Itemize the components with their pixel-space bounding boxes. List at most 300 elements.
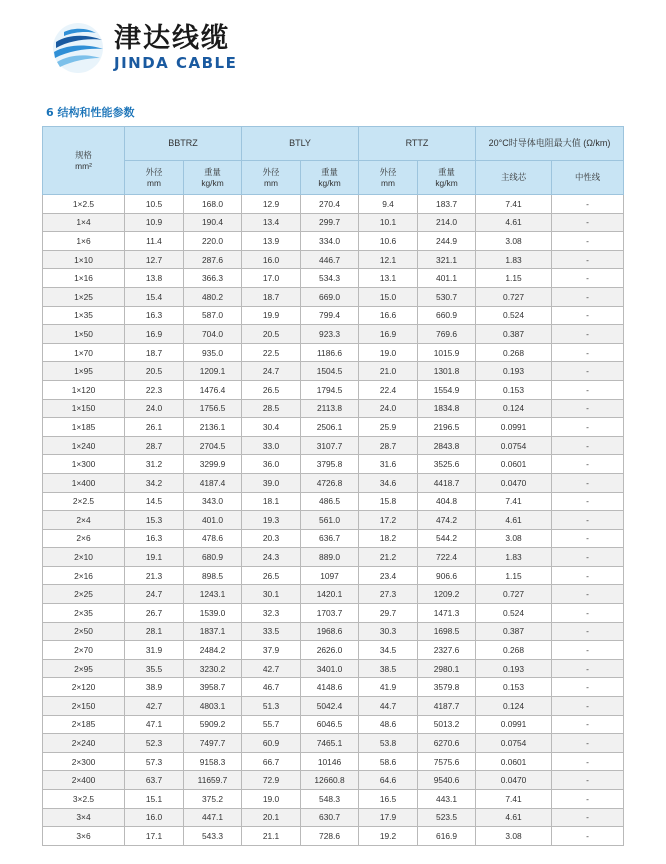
cell-rttz-weight: 530.7: [418, 287, 476, 306]
spec-header: [43, 127, 125, 195]
table-row: [43, 343, 624, 362]
cell-btly-weight: 1504.5: [301, 362, 359, 381]
cell-rttz-weight: 1554.9: [418, 380, 476, 399]
cell-rttz-diameter: 28.7: [359, 436, 418, 455]
cell-rttz-weight: 244.9: [418, 232, 476, 251]
cell-main-core-resistance: 0.0470: [476, 771, 552, 790]
subheader-diameter: [359, 161, 418, 195]
table-row: [43, 418, 624, 437]
cell-main-core-resistance: 3.08: [476, 827, 552, 846]
cell-btly-weight: 1703.7: [301, 604, 359, 623]
cell-bbtrz-diameter: 35.5: [125, 659, 184, 678]
cell-neutral-resistance: -: [552, 790, 624, 809]
cell-btly-diameter: 18.7: [242, 287, 301, 306]
cell-btly-diameter: 33.0: [242, 436, 301, 455]
cell-rttz-diameter: 19.0: [359, 343, 418, 362]
cell-btly-weight: 669.0: [301, 287, 359, 306]
cell-bbtrz-weight: 935.0: [184, 343, 242, 362]
subheader-weight: [418, 161, 476, 195]
cell-rttz-weight: 906.6: [418, 566, 476, 585]
cell-rttz-weight: 616.9: [418, 827, 476, 846]
cell-main-core-resistance: 3.08: [476, 232, 552, 251]
cell-neutral-resistance: -: [552, 380, 624, 399]
cell-btly-weight: 299.7: [301, 213, 359, 232]
cell-rttz-diameter: 17.9: [359, 808, 418, 827]
cell-bbtrz-diameter: 13.8: [125, 269, 184, 288]
cell-main-core-resistance: 7.41: [476, 195, 552, 214]
cell-neutral-resistance: -: [552, 287, 624, 306]
cell-btly-weight: 1968.6: [301, 622, 359, 641]
cell-btly-diameter: 37.9: [242, 641, 301, 660]
cell-neutral-resistance: -: [552, 715, 624, 734]
cell-bbtrz-diameter: 63.7: [125, 771, 184, 790]
cell-btly-diameter: 66.7: [242, 752, 301, 771]
cell-neutral-resistance: -: [552, 213, 624, 232]
cell-rttz-diameter: 41.9: [359, 678, 418, 697]
cell-bbtrz-weight: 3958.7: [184, 678, 242, 697]
table-row: [43, 455, 624, 474]
cell-bbtrz-diameter: 34.2: [125, 473, 184, 492]
cell-spec: 2×16: [43, 566, 125, 585]
cell-neutral-resistance: -: [552, 492, 624, 511]
cell-main-core-resistance: 0.0991: [476, 715, 552, 734]
cell-rttz-weight: 2980.1: [418, 659, 476, 678]
spec-table-wrapper: [42, 126, 622, 846]
cell-bbtrz-diameter: 24.7: [125, 585, 184, 604]
cell-rttz-weight: 3525.6: [418, 455, 476, 474]
cell-spec: 2×4: [43, 511, 125, 530]
cell-rttz-weight: 474.2: [418, 511, 476, 530]
cell-spec: 2×240: [43, 734, 125, 753]
cell-rttz-weight: 9540.6: [418, 771, 476, 790]
cell-btly-weight: 1186.6: [301, 343, 359, 362]
cell-rttz-weight: 4418.7: [418, 473, 476, 492]
cell-bbtrz-weight: 9158.3: [184, 752, 242, 771]
cell-btly-diameter: 16.0: [242, 250, 301, 269]
table-row: [43, 362, 624, 381]
table-row: [43, 492, 624, 511]
cell-main-core-resistance: 0.387: [476, 325, 552, 344]
spec-table-body: [43, 195, 624, 846]
subheader-diameter: [125, 161, 184, 195]
table-row: [43, 380, 624, 399]
cell-bbtrz-diameter: 20.5: [125, 362, 184, 381]
cell-neutral-resistance: -: [552, 697, 624, 716]
subheader-weight-label: 重量: [204, 166, 221, 177]
cell-bbtrz-diameter: 52.3: [125, 734, 184, 753]
cell-btly-weight: 561.0: [301, 511, 359, 530]
table-row: [43, 213, 624, 232]
table-row: [43, 399, 624, 418]
cell-rttz-weight: 4187.7: [418, 697, 476, 716]
cell-btly-diameter: 12.9: [242, 195, 301, 214]
cell-bbtrz-weight: 401.0: [184, 511, 242, 530]
cell-neutral-resistance: -: [552, 771, 624, 790]
table-row: [43, 511, 624, 530]
cell-bbtrz-diameter: 10.9: [125, 213, 184, 232]
cell-btly-weight: 4148.6: [301, 678, 359, 697]
subheader-diameter-label: 外径: [262, 166, 280, 177]
cell-main-core-resistance: 0.268: [476, 641, 552, 660]
cell-spec: 1×2.5: [43, 195, 125, 214]
group-header-rttz: RTTZ: [359, 127, 476, 161]
cell-bbtrz-diameter: 11.4: [125, 232, 184, 251]
cell-rttz-weight: 544.2: [418, 529, 476, 548]
cell-spec: 2×300: [43, 752, 125, 771]
table-row: [43, 715, 624, 734]
cell-rttz-weight: 722.4: [418, 548, 476, 567]
cell-spec: 2×185: [43, 715, 125, 734]
cell-main-core-resistance: 4.61: [476, 213, 552, 232]
cell-rttz-weight: 7575.6: [418, 752, 476, 771]
cell-btly-weight: 889.0: [301, 548, 359, 567]
cell-bbtrz-weight: 7497.7: [184, 734, 242, 753]
cell-main-core-resistance: 7.41: [476, 790, 552, 809]
cell-rttz-weight: 443.1: [418, 790, 476, 809]
cell-bbtrz-weight: 2484.2: [184, 641, 242, 660]
cell-bbtrz-weight: 343.0: [184, 492, 242, 511]
cell-neutral-resistance: -: [552, 418, 624, 437]
cell-btly-diameter: 51.3: [242, 697, 301, 716]
cell-btly-weight: 548.3: [301, 790, 359, 809]
subheader-weight-unit: kg/km: [318, 177, 341, 188]
cell-btly-weight: 12660.8: [301, 771, 359, 790]
table-row: [43, 678, 624, 697]
cell-rttz-weight: 214.0: [418, 213, 476, 232]
spec-header-label: 规格: [75, 149, 92, 160]
cell-rttz-diameter: 24.0: [359, 399, 418, 418]
cell-bbtrz-diameter: 16.0: [125, 808, 184, 827]
cell-spec: 1×300: [43, 455, 125, 474]
cell-bbtrz-diameter: 28.1: [125, 622, 184, 641]
cell-spec: 1×25: [43, 287, 125, 306]
cell-spec: 1×50: [43, 325, 125, 344]
table-row: [43, 287, 624, 306]
cell-spec: 1×120: [43, 380, 125, 399]
cell-bbtrz-diameter: 31.2: [125, 455, 184, 474]
cell-neutral-resistance: -: [552, 455, 624, 474]
cell-rttz-diameter: 16.6: [359, 306, 418, 325]
cell-neutral-resistance: -: [552, 362, 624, 381]
cell-btly-weight: 270.4: [301, 195, 359, 214]
cell-bbtrz-diameter: 15.1: [125, 790, 184, 809]
cell-neutral-resistance: -: [552, 473, 624, 492]
cell-bbtrz-diameter: 28.7: [125, 436, 184, 455]
cell-btly-weight: 4726.8: [301, 473, 359, 492]
subheader-weight-unit: kg/km: [435, 177, 458, 188]
cell-main-core-resistance: 7.41: [476, 492, 552, 511]
cell-spec: 3×4: [43, 808, 125, 827]
cell-main-core-resistance: 0.0601: [476, 752, 552, 771]
brand-name-cn: 津达线缆: [114, 23, 230, 54]
cell-rttz-diameter: 12.1: [359, 250, 418, 269]
cell-rttz-diameter: 30.3: [359, 622, 418, 641]
cell-rttz-weight: 401.1: [418, 269, 476, 288]
table-row: [43, 734, 624, 753]
cell-rttz-weight: 2327.6: [418, 641, 476, 660]
cell-rttz-diameter: 38.5: [359, 659, 418, 678]
cell-bbtrz-weight: 3299.9: [184, 455, 242, 474]
cell-rttz-diameter: 44.7: [359, 697, 418, 716]
group-header-btly: BTLY: [242, 127, 359, 161]
cell-rttz-weight: 5013.2: [418, 715, 476, 734]
cell-btly-weight: 1097: [301, 566, 359, 585]
cell-btly-diameter: 17.0: [242, 269, 301, 288]
cell-btly-weight: 923.3: [301, 325, 359, 344]
cell-spec: 1×70: [43, 343, 125, 362]
subheader-weight: [301, 161, 359, 195]
cell-bbtrz-weight: 190.4: [184, 213, 242, 232]
cell-bbtrz-diameter: 14.5: [125, 492, 184, 511]
cell-neutral-resistance: -: [552, 529, 624, 548]
table-row: [43, 548, 624, 567]
cell-rttz-diameter: 34.6: [359, 473, 418, 492]
table-row: [43, 604, 624, 623]
cell-rttz-weight: 1301.8: [418, 362, 476, 381]
cell-bbtrz-diameter: 10.5: [125, 195, 184, 214]
cell-rttz-weight: 523.5: [418, 808, 476, 827]
cell-rttz-diameter: 31.6: [359, 455, 418, 474]
cell-main-core-resistance: 0.153: [476, 678, 552, 697]
cell-btly-diameter: 33.5: [242, 622, 301, 641]
cell-main-core-resistance: 0.387: [476, 622, 552, 641]
cell-bbtrz-diameter: 22.3: [125, 380, 184, 399]
cell-rttz-diameter: 10.1: [359, 213, 418, 232]
cell-neutral-resistance: -: [552, 436, 624, 455]
cell-neutral-resistance: -: [552, 566, 624, 585]
cell-main-core-resistance: 0.524: [476, 306, 552, 325]
cell-main-core-resistance: 0.0754: [476, 436, 552, 455]
cell-neutral-resistance: -: [552, 641, 624, 660]
cell-main-core-resistance: 4.61: [476, 511, 552, 530]
cell-neutral-resistance: -: [552, 585, 624, 604]
cell-bbtrz-diameter: 17.1: [125, 827, 184, 846]
cell-rttz-diameter: 34.5: [359, 641, 418, 660]
cell-btly-diameter: 55.7: [242, 715, 301, 734]
cell-spec: 2×10: [43, 548, 125, 567]
cell-btly-diameter: 21.1: [242, 827, 301, 846]
cell-neutral-resistance: -: [552, 659, 624, 678]
table-row: [43, 641, 624, 660]
subheader-weight: [184, 161, 242, 195]
cell-btly-diameter: 24.3: [242, 548, 301, 567]
cell-btly-diameter: 36.0: [242, 455, 301, 474]
cell-bbtrz-diameter: 42.7: [125, 697, 184, 716]
cell-bbtrz-diameter: 24.0: [125, 399, 184, 418]
cell-rttz-diameter: 29.7: [359, 604, 418, 623]
cell-btly-diameter: 18.1: [242, 492, 301, 511]
cell-btly-diameter: 32.3: [242, 604, 301, 623]
cell-btly-diameter: 20.1: [242, 808, 301, 827]
table-row: [43, 566, 624, 585]
subheader-diameter-label: 外径: [145, 166, 163, 177]
table-row: [43, 752, 624, 771]
cell-btly-weight: 3401.0: [301, 659, 359, 678]
table-row: [43, 325, 624, 344]
cell-bbtrz-diameter: 31.9: [125, 641, 184, 660]
cell-bbtrz-diameter: 16.3: [125, 306, 184, 325]
subheader-weight-label: 重量: [438, 166, 455, 177]
cell-bbtrz-weight: 287.6: [184, 250, 242, 269]
cell-btly-weight: 799.4: [301, 306, 359, 325]
cell-bbtrz-weight: 1209.1: [184, 362, 242, 381]
cell-rttz-diameter: 15.0: [359, 287, 418, 306]
cell-btly-diameter: 60.9: [242, 734, 301, 753]
cell-neutral-resistance: -: [552, 250, 624, 269]
cell-neutral-resistance: -: [552, 195, 624, 214]
table-row: [43, 585, 624, 604]
cell-spec: 1×185: [43, 418, 125, 437]
cell-btly-weight: 10146: [301, 752, 359, 771]
cell-spec: 3×2.5: [43, 790, 125, 809]
cell-btly-weight: 2506.1: [301, 418, 359, 437]
cell-main-core-resistance: 1.83: [476, 548, 552, 567]
cell-main-core-resistance: 1.83: [476, 250, 552, 269]
cell-spec: 2×400: [43, 771, 125, 790]
cell-bbtrz-weight: 4187.4: [184, 473, 242, 492]
cell-bbtrz-weight: 480.2: [184, 287, 242, 306]
cell-rttz-diameter: 16.9: [359, 325, 418, 344]
cell-spec: 1×10: [43, 250, 125, 269]
cell-bbtrz-weight: 543.3: [184, 827, 242, 846]
cell-main-core-resistance: 4.61: [476, 808, 552, 827]
cell-rttz-weight: 660.9: [418, 306, 476, 325]
cell-btly-weight: 6046.5: [301, 715, 359, 734]
cell-neutral-resistance: -: [552, 827, 624, 846]
cell-btly-weight: 534.3: [301, 269, 359, 288]
cell-neutral-resistance: -: [552, 511, 624, 530]
cell-main-core-resistance: 0.268: [476, 343, 552, 362]
cell-neutral-resistance: -: [552, 678, 624, 697]
cell-spec: 1×16: [43, 269, 125, 288]
cell-btly-diameter: 22.5: [242, 343, 301, 362]
cell-main-core-resistance: 0.153: [476, 380, 552, 399]
cell-btly-diameter: 24.7: [242, 362, 301, 381]
cell-btly-weight: 2113.8: [301, 399, 359, 418]
cell-neutral-resistance: -: [552, 548, 624, 567]
subheader-neutral: 中性线: [552, 161, 624, 195]
subheader-diameter: [242, 161, 301, 195]
table-row: [43, 436, 624, 455]
cell-main-core-resistance: 0.0470: [476, 473, 552, 492]
cell-btly-diameter: 72.9: [242, 771, 301, 790]
cell-bbtrz-weight: 4803.1: [184, 697, 242, 716]
cell-btly-diameter: 20.5: [242, 325, 301, 344]
subheader-diameter-unit: mm: [381, 177, 395, 188]
cell-rttz-weight: 1471.3: [418, 604, 476, 623]
cell-neutral-resistance: -: [552, 734, 624, 753]
cell-neutral-resistance: -: [552, 399, 624, 418]
brand-logo: [50, 18, 237, 78]
cell-btly-diameter: 30.1: [242, 585, 301, 604]
cell-btly-diameter: 13.9: [242, 232, 301, 251]
cell-bbtrz-weight: 366.3: [184, 269, 242, 288]
cell-rttz-weight: 321.1: [418, 250, 476, 269]
cell-btly-diameter: 46.7: [242, 678, 301, 697]
cell-spec: 2×35: [43, 604, 125, 623]
cell-rttz-diameter: 27.3: [359, 585, 418, 604]
cell-main-core-resistance: 3.08: [476, 529, 552, 548]
cell-bbtrz-weight: 478.6: [184, 529, 242, 548]
cell-bbtrz-diameter: 15.3: [125, 511, 184, 530]
cell-bbtrz-weight: 168.0: [184, 195, 242, 214]
cell-bbtrz-diameter: 47.1: [125, 715, 184, 734]
cell-btly-weight: 728.6: [301, 827, 359, 846]
cell-rttz-diameter: 21.0: [359, 362, 418, 381]
cell-btly-diameter: 20.3: [242, 529, 301, 548]
cell-rttz-diameter: 23.4: [359, 566, 418, 585]
cell-btly-weight: 630.7: [301, 808, 359, 827]
cell-rttz-weight: 2196.5: [418, 418, 476, 437]
cell-rttz-weight: 3579.8: [418, 678, 476, 697]
cell-spec: 2×2.5: [43, 492, 125, 511]
cell-bbtrz-weight: 1837.1: [184, 622, 242, 641]
cell-rttz-weight: 2843.8: [418, 436, 476, 455]
cell-bbtrz-diameter: 21.3: [125, 566, 184, 585]
cell-rttz-weight: 1209.2: [418, 585, 476, 604]
cell-btly-weight: 2626.0: [301, 641, 359, 660]
table-row: [43, 473, 624, 492]
table-row: [43, 269, 624, 288]
group-header-resistance: 20°C时导体电阻最大值 (Ω/km): [476, 127, 624, 161]
cell-btly-weight: 446.7: [301, 250, 359, 269]
cell-rttz-diameter: 9.4: [359, 195, 418, 214]
cell-bbtrz-weight: 220.0: [184, 232, 242, 251]
cell-main-core-resistance: 0.124: [476, 697, 552, 716]
cell-bbtrz-weight: 2704.5: [184, 436, 242, 455]
cell-rttz-weight: 769.6: [418, 325, 476, 344]
cell-main-core-resistance: 1.15: [476, 269, 552, 288]
table-row: [43, 827, 624, 846]
cell-btly-diameter: 28.5: [242, 399, 301, 418]
cell-btly-diameter: 19.9: [242, 306, 301, 325]
cell-btly-diameter: 39.0: [242, 473, 301, 492]
cell-rttz-weight: 6270.6: [418, 734, 476, 753]
cell-main-core-resistance: 0.193: [476, 362, 552, 381]
cell-main-core-resistance: 0.0754: [476, 734, 552, 753]
table-row: [43, 306, 624, 325]
cell-btly-diameter: 30.4: [242, 418, 301, 437]
cell-neutral-resistance: -: [552, 306, 624, 325]
cell-bbtrz-diameter: 18.7: [125, 343, 184, 362]
cell-main-core-resistance: 0.524: [476, 604, 552, 623]
cell-btly-weight: 1794.5: [301, 380, 359, 399]
spec-table: [42, 126, 624, 846]
table-row: [43, 622, 624, 641]
table-row: [43, 659, 624, 678]
table-row: [43, 790, 624, 809]
cell-rttz-diameter: 53.8: [359, 734, 418, 753]
cell-bbtrz-weight: 680.9: [184, 548, 242, 567]
cell-btly-weight: 3107.7: [301, 436, 359, 455]
cell-neutral-resistance: -: [552, 269, 624, 288]
cell-btly-weight: 1420.1: [301, 585, 359, 604]
cell-bbtrz-weight: 5909.2: [184, 715, 242, 734]
cell-spec: 2×120: [43, 678, 125, 697]
cell-bbtrz-weight: 3230.2: [184, 659, 242, 678]
cell-rttz-weight: 183.7: [418, 195, 476, 214]
cell-main-core-resistance: 0.0601: [476, 455, 552, 474]
cell-neutral-resistance: -: [552, 808, 624, 827]
cell-bbtrz-diameter: 16.9: [125, 325, 184, 344]
cell-rttz-weight: 1834.8: [418, 399, 476, 418]
spec-header-unit: mm²: [75, 160, 92, 171]
table-row: [43, 529, 624, 548]
cell-btly-diameter: 19.3: [242, 511, 301, 530]
cell-bbtrz-diameter: 57.3: [125, 752, 184, 771]
cell-bbtrz-weight: 587.0: [184, 306, 242, 325]
cell-btly-diameter: 26.5: [242, 566, 301, 585]
